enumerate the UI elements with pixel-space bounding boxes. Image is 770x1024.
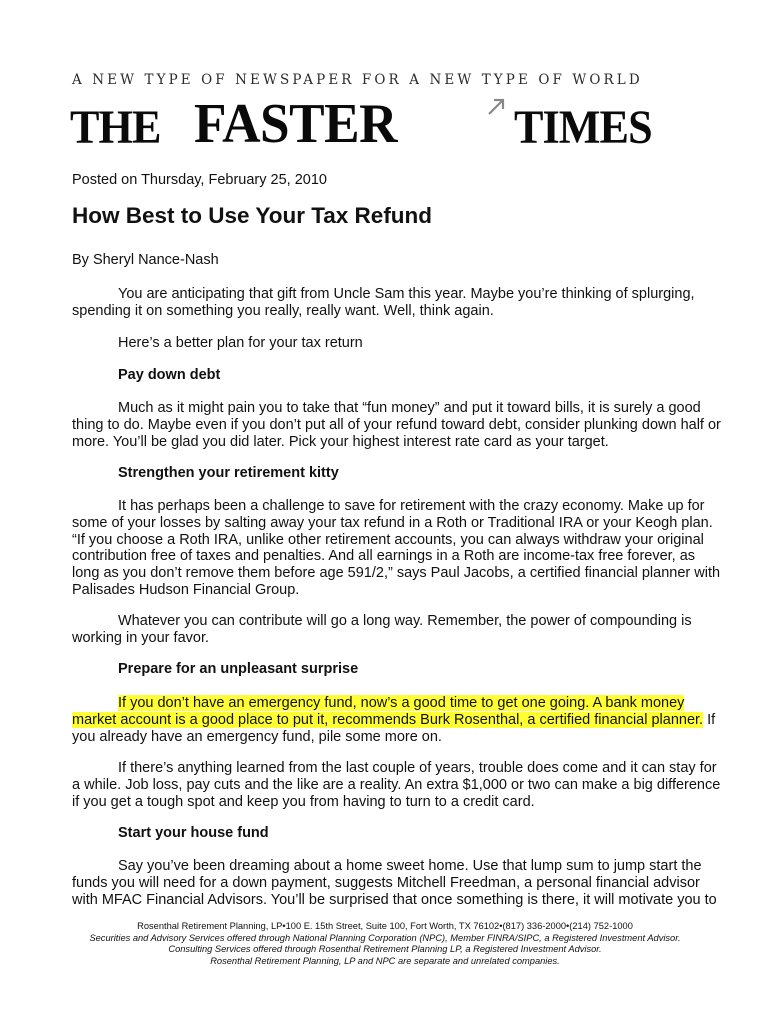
masthead-logo [70,93,652,162]
paragraph: If there’s anything learned from the last couple of years, trouble does come and it can stay for a while. Job loss, pay cuts and the like are a reality. An extra $1,000 or two can make a big difference if you get a tough spot and keep you from having to turn to a credit card. [72,760,721,810]
section-heading: Prepare for an unpleasant surprise [118,661,359,677]
section-heading: Start your house fund [118,825,269,841]
article-title: How Best to Use Your Tax Refund [72,203,433,228]
page-footer [72,921,698,967]
masthead-times: TIMES [514,101,652,154]
highlighted-text: If you don’t have an emergency fund, now’s a good time to get one going. A bank money [118,695,685,711]
section-heading: Strengthen your retirement kitty [118,465,339,481]
paragraph-highlighted: If you don’t have an emergency fund, now’s a good time to get one going. A bank money market account is a good place to put it, recommends Burk Rosenthal, a certified financial planner. If you already have an emergency fund, pile some more on. [72,695,716,745]
footer-disclosure: Securities and Advisory Services offered through National Planning Corporation (NPC), Member FINRA/SIPC, a Registered Investment Advisor. [89,932,681,943]
paragraph: You are anticipating that gift from Uncle Sam this year. Maybe you’re thinking of splurging, spending it on something you really, really want. Well, think again. [72,286,695,319]
masthead-the: THE [70,101,161,154]
posted-date: Posted on Thursday, February 25, 2010 [72,172,327,188]
paragraph: Here’s a better plan for your tax return [118,335,363,351]
byline: By Sheryl Nance-Nash [72,252,219,268]
footer-disclosure: Rosenthal Retirement Planning, LP and NPC are separate and unrelated companies. [210,955,560,966]
paragraph: Much as it might pain you to take that “fun money” and put it toward bills, it is surely a good thing to do. Maybe even if you don’t put all of your refund toward debt, consider plunking down half or more. You’ll be glad you did later. Pick your highest interest rate card as your target. [72,400,721,450]
masthead-faster: FASTER [194,93,398,155]
masthead-tagline: A NEW TYPE OF NEWSPAPER FOR A NEW TYPE OF WORLD [72,72,643,88]
section-heading: Pay down debt [118,367,221,383]
paragraph: It has perhaps been a challenge to save for retirement with the crazy economy. Make up for some of your losses by salting away your tax refund in a Roth or Traditional IRA or your Keogh plan. “If you choose a Roth IRA, unlike other retirement accounts, you can always withdraw your original contribution free of taxes and penalties. And all earnings in a Roth are income-tax free forever, as long as you don’t remove them before age 591/2,” says Paul Jacobs, a certified financial planner with Palisades Hudson Financial Group. [72,498,721,598]
highlighted-text: market account is a good place to put it, recommends Burk Rosenthal, a certified financial planner. [72,711,704,728]
footer-address: Rosenthal Retirement Planning, LP•100 E. 15th Street, Suite 100, Fort Worth, TX 76102•(817) 336-2000•(214) 752-1000 [137,921,633,931]
footer-disclosure: Consulting Services offered through Rosenthal Retirement Planning LP, a Registered Investment Advisor. [168,944,602,955]
paragraph: Say you’ve been dreaming about a home sweet home. Use that lump sum to jump start the funds you will need for a down payment, suggests Mitchell Freedman, a personal financial advisor with MFAC Financial Advisors. You’ll be surprised that once something is there, it will motivate you to [72,858,717,908]
arrow-up-right-icon [486,96,508,118]
paragraph: Whatever you can contribute will go a long way. Remember, the power of compounding is working in your favor. [72,613,692,646]
